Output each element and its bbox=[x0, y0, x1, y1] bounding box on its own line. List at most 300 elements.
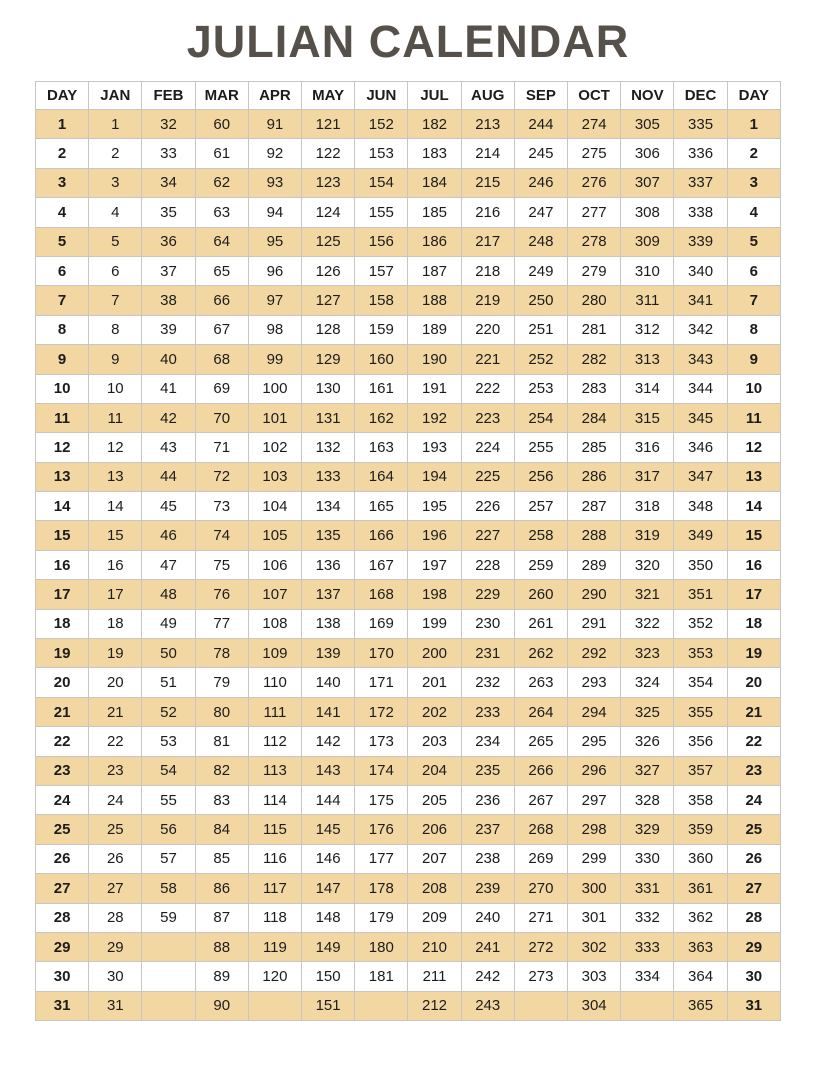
julian-date-cell: 362 bbox=[674, 903, 727, 932]
day-cell: 5 bbox=[36, 227, 89, 256]
julian-date-cell: 296 bbox=[568, 756, 621, 785]
julian-date-cell: 326 bbox=[621, 727, 674, 756]
julian-date-cell: 249 bbox=[514, 256, 567, 285]
julian-date-cell: 57 bbox=[142, 844, 195, 873]
table-row bbox=[36, 815, 781, 844]
julian-date-cell: 142 bbox=[302, 727, 355, 756]
julian-date-cell: 340 bbox=[674, 256, 727, 285]
julian-date-cell: 165 bbox=[355, 492, 408, 521]
column-header-jul: JUL bbox=[408, 82, 461, 110]
julian-date-cell: 173 bbox=[355, 727, 408, 756]
julian-date-cell: 102 bbox=[248, 433, 301, 462]
julian-date-cell: 309 bbox=[621, 227, 674, 256]
julian-date-cell: 55 bbox=[142, 785, 195, 814]
julian-date-cell: 271 bbox=[514, 903, 567, 932]
julian-date-cell: 344 bbox=[674, 374, 727, 403]
table-row bbox=[36, 609, 781, 638]
julian-date-cell: 46 bbox=[142, 521, 195, 550]
julian-date-cell: 36 bbox=[142, 227, 195, 256]
julian-date-cell: 237 bbox=[461, 815, 514, 844]
julian-date-cell: 163 bbox=[355, 433, 408, 462]
day-cell: 25 bbox=[36, 815, 89, 844]
julian-date-cell: 51 bbox=[142, 668, 195, 697]
table-header bbox=[36, 82, 781, 110]
day-cell: 30 bbox=[727, 962, 780, 991]
julian-date-cell: 133 bbox=[302, 462, 355, 491]
julian-date-cell: 323 bbox=[621, 639, 674, 668]
column-header-feb: FEB bbox=[142, 82, 195, 110]
julian-date-cell: 228 bbox=[461, 550, 514, 579]
julian-date-cell: 304 bbox=[568, 991, 621, 1020]
julian-date-cell: 300 bbox=[568, 874, 621, 903]
julian-date-cell: 39 bbox=[142, 315, 195, 344]
julian-date-cell: 197 bbox=[408, 550, 461, 579]
julian-date-cell: 357 bbox=[674, 756, 727, 785]
julian-date-cell: 297 bbox=[568, 785, 621, 814]
julian-date-cell: 145 bbox=[302, 815, 355, 844]
julian-date-cell: 10 bbox=[89, 374, 142, 403]
julian-date-cell: 171 bbox=[355, 668, 408, 697]
julian-date-cell: 27 bbox=[89, 874, 142, 903]
julian-date-cell: 45 bbox=[142, 492, 195, 521]
julian-date-cell: 226 bbox=[461, 492, 514, 521]
table-row bbox=[36, 785, 781, 814]
julian-date-cell: 2 bbox=[89, 139, 142, 168]
julian-date-cell: 155 bbox=[355, 198, 408, 227]
day-cell: 3 bbox=[36, 168, 89, 197]
julian-date-cell bbox=[621, 991, 674, 1020]
julian-date-cell: 306 bbox=[621, 139, 674, 168]
julian-date-cell: 325 bbox=[621, 697, 674, 726]
julian-date-cell: 41 bbox=[142, 374, 195, 403]
julian-date-cell: 161 bbox=[355, 374, 408, 403]
julian-date-cell: 187 bbox=[408, 256, 461, 285]
day-cell: 21 bbox=[727, 697, 780, 726]
julian-date-cell: 287 bbox=[568, 492, 621, 521]
julian-date-cell: 195 bbox=[408, 492, 461, 521]
page-title: JULIAN CALENDAR bbox=[186, 16, 630, 67]
julian-date-cell: 158 bbox=[355, 286, 408, 315]
julian-date-cell: 141 bbox=[302, 697, 355, 726]
day-cell: 12 bbox=[727, 433, 780, 462]
julian-date-cell: 77 bbox=[195, 609, 248, 638]
table-row bbox=[36, 433, 781, 462]
julian-date-cell: 101 bbox=[248, 403, 301, 432]
table-row bbox=[36, 374, 781, 403]
julian-date-cell: 302 bbox=[568, 932, 621, 961]
julian-date-cell: 235 bbox=[461, 756, 514, 785]
julian-date-cell: 90 bbox=[195, 991, 248, 1020]
column-header-mar: MAR bbox=[195, 82, 248, 110]
julian-date-cell: 311 bbox=[621, 286, 674, 315]
julian-date-cell: 206 bbox=[408, 815, 461, 844]
day-cell: 3 bbox=[727, 168, 780, 197]
julian-date-cell: 268 bbox=[514, 815, 567, 844]
day-cell: 4 bbox=[36, 198, 89, 227]
julian-date-cell: 215 bbox=[461, 168, 514, 197]
julian-date-cell: 137 bbox=[302, 580, 355, 609]
table-row bbox=[36, 168, 781, 197]
julian-date-cell: 339 bbox=[674, 227, 727, 256]
julian-date-cell: 109 bbox=[248, 639, 301, 668]
julian-date-cell: 117 bbox=[248, 874, 301, 903]
julian-date-cell: 291 bbox=[568, 609, 621, 638]
julian-date-cell: 248 bbox=[514, 227, 567, 256]
julian-date-cell: 230 bbox=[461, 609, 514, 638]
julian-date-cell: 232 bbox=[461, 668, 514, 697]
julian-date-cell: 21 bbox=[89, 697, 142, 726]
day-cell: 22 bbox=[727, 727, 780, 756]
julian-date-cell: 107 bbox=[248, 580, 301, 609]
julian-date-cell: 64 bbox=[195, 227, 248, 256]
julian-date-cell: 193 bbox=[408, 433, 461, 462]
julian-date-cell: 289 bbox=[568, 550, 621, 579]
julian-date-cell: 167 bbox=[355, 550, 408, 579]
julian-date-cell: 225 bbox=[461, 462, 514, 491]
julian-date-cell: 48 bbox=[142, 580, 195, 609]
julian-date-cell: 29 bbox=[89, 932, 142, 961]
julian-date-cell: 176 bbox=[355, 815, 408, 844]
julian-date-cell: 213 bbox=[461, 110, 514, 139]
julian-date-cell: 190 bbox=[408, 345, 461, 374]
julian-date-cell bbox=[142, 991, 195, 1020]
julian-date-cell: 15 bbox=[89, 521, 142, 550]
day-cell: 18 bbox=[36, 609, 89, 638]
julian-date-cell: 178 bbox=[355, 874, 408, 903]
day-cell: 9 bbox=[727, 345, 780, 374]
table-row bbox=[36, 315, 781, 344]
julian-date-cell: 219 bbox=[461, 286, 514, 315]
julian-date-cell: 20 bbox=[89, 668, 142, 697]
table-row bbox=[36, 580, 781, 609]
julian-date-cell: 185 bbox=[408, 198, 461, 227]
julian-date-cell: 283 bbox=[568, 374, 621, 403]
julian-date-cell: 355 bbox=[674, 697, 727, 726]
julian-date-cell: 170 bbox=[355, 639, 408, 668]
table-row bbox=[36, 462, 781, 491]
julian-calendar-table bbox=[35, 81, 781, 1021]
julian-date-cell: 199 bbox=[408, 609, 461, 638]
day-cell: 31 bbox=[36, 991, 89, 1020]
day-cell: 22 bbox=[36, 727, 89, 756]
julian-date-cell: 35 bbox=[142, 198, 195, 227]
julian-date-cell: 201 bbox=[408, 668, 461, 697]
julian-date-cell: 113 bbox=[248, 756, 301, 785]
julian-date-cell: 214 bbox=[461, 139, 514, 168]
julian-date-cell: 63 bbox=[195, 198, 248, 227]
julian-date-cell: 279 bbox=[568, 256, 621, 285]
day-cell: 14 bbox=[727, 492, 780, 521]
julian-date-cell: 285 bbox=[568, 433, 621, 462]
table-row bbox=[36, 139, 781, 168]
table-row bbox=[36, 521, 781, 550]
julian-date-cell: 241 bbox=[461, 932, 514, 961]
julian-date-cell: 144 bbox=[302, 785, 355, 814]
julian-date-cell: 172 bbox=[355, 697, 408, 726]
julian-date-cell: 182 bbox=[408, 110, 461, 139]
day-cell: 12 bbox=[36, 433, 89, 462]
julian-date-cell: 65 bbox=[195, 256, 248, 285]
julian-date-cell: 115 bbox=[248, 815, 301, 844]
table-body bbox=[36, 110, 781, 1021]
julian-date-cell: 22 bbox=[89, 727, 142, 756]
julian-date-cell: 245 bbox=[514, 139, 567, 168]
julian-date-cell: 272 bbox=[514, 932, 567, 961]
day-cell: 8 bbox=[727, 315, 780, 344]
julian-date-cell: 203 bbox=[408, 727, 461, 756]
julian-date-cell: 129 bbox=[302, 345, 355, 374]
column-header-day: DAY bbox=[36, 82, 89, 110]
julian-date-cell: 43 bbox=[142, 433, 195, 462]
julian-date-cell: 303 bbox=[568, 962, 621, 991]
day-cell: 20 bbox=[727, 668, 780, 697]
julian-date-cell: 11 bbox=[89, 403, 142, 432]
julian-date-cell: 278 bbox=[568, 227, 621, 256]
column-header-sep: SEP bbox=[514, 82, 567, 110]
julian-date-cell: 343 bbox=[674, 345, 727, 374]
column-header-jan: JAN bbox=[89, 82, 142, 110]
julian-date-cell: 80 bbox=[195, 697, 248, 726]
julian-date-cell: 28 bbox=[89, 903, 142, 932]
day-cell: 2 bbox=[36, 139, 89, 168]
julian-date-cell: 256 bbox=[514, 462, 567, 491]
julian-date-cell: 364 bbox=[674, 962, 727, 991]
julian-date-cell: 92 bbox=[248, 139, 301, 168]
julian-date-cell: 97 bbox=[248, 286, 301, 315]
julian-date-cell: 166 bbox=[355, 521, 408, 550]
julian-date-cell: 34 bbox=[142, 168, 195, 197]
julian-date-cell: 212 bbox=[408, 991, 461, 1020]
julian-date-cell: 183 bbox=[408, 139, 461, 168]
table-row bbox=[36, 639, 781, 668]
day-cell: 6 bbox=[727, 256, 780, 285]
julian-date-cell: 257 bbox=[514, 492, 567, 521]
julian-date-cell: 17 bbox=[89, 580, 142, 609]
day-cell: 14 bbox=[36, 492, 89, 521]
day-cell: 10 bbox=[36, 374, 89, 403]
julian-date-cell: 9 bbox=[89, 345, 142, 374]
julian-date-cell: 336 bbox=[674, 139, 727, 168]
julian-date-cell: 136 bbox=[302, 550, 355, 579]
table-row bbox=[36, 903, 781, 932]
day-cell: 11 bbox=[727, 403, 780, 432]
day-cell: 5 bbox=[727, 227, 780, 256]
day-cell: 28 bbox=[36, 903, 89, 932]
day-cell: 7 bbox=[36, 286, 89, 315]
julian-date-cell: 52 bbox=[142, 697, 195, 726]
julian-date-cell: 83 bbox=[195, 785, 248, 814]
julian-date-cell: 192 bbox=[408, 403, 461, 432]
julian-date-cell: 96 bbox=[248, 256, 301, 285]
julian-date-cell: 174 bbox=[355, 756, 408, 785]
julian-date-cell: 152 bbox=[355, 110, 408, 139]
julian-date-cell: 124 bbox=[302, 198, 355, 227]
julian-date-cell: 67 bbox=[195, 315, 248, 344]
julian-date-cell: 250 bbox=[514, 286, 567, 315]
julian-date-cell: 106 bbox=[248, 550, 301, 579]
table-row bbox=[36, 492, 781, 521]
table-row bbox=[36, 345, 781, 374]
julian-date-cell: 238 bbox=[461, 844, 514, 873]
julian-date-cell: 358 bbox=[674, 785, 727, 814]
julian-date-cell: 227 bbox=[461, 521, 514, 550]
julian-date-cell: 123 bbox=[302, 168, 355, 197]
julian-date-cell: 108 bbox=[248, 609, 301, 638]
julian-date-cell: 229 bbox=[461, 580, 514, 609]
julian-date-cell: 12 bbox=[89, 433, 142, 462]
julian-date-cell bbox=[355, 991, 408, 1020]
column-header-aug: AUG bbox=[461, 82, 514, 110]
julian-date-cell: 119 bbox=[248, 932, 301, 961]
day-cell: 26 bbox=[36, 844, 89, 873]
day-cell: 23 bbox=[727, 756, 780, 785]
julian-date-cell: 292 bbox=[568, 639, 621, 668]
julian-date-cell: 334 bbox=[621, 962, 674, 991]
julian-date-cell: 14 bbox=[89, 492, 142, 521]
julian-date-cell: 81 bbox=[195, 727, 248, 756]
julian-date-cell: 239 bbox=[461, 874, 514, 903]
julian-date-cell: 299 bbox=[568, 844, 621, 873]
julian-date-cell: 269 bbox=[514, 844, 567, 873]
julian-date-cell: 84 bbox=[195, 815, 248, 844]
julian-date-cell: 331 bbox=[621, 874, 674, 903]
julian-date-cell: 346 bbox=[674, 433, 727, 462]
julian-date-cell: 71 bbox=[195, 433, 248, 462]
table-row bbox=[36, 932, 781, 961]
julian-date-cell: 180 bbox=[355, 932, 408, 961]
julian-date-cell: 150 bbox=[302, 962, 355, 991]
day-cell: 31 bbox=[727, 991, 780, 1020]
julian-date-cell: 341 bbox=[674, 286, 727, 315]
julian-date-cell: 263 bbox=[514, 668, 567, 697]
julian-date-cell: 342 bbox=[674, 315, 727, 344]
julian-date-cell: 134 bbox=[302, 492, 355, 521]
julian-date-cell: 131 bbox=[302, 403, 355, 432]
column-header-dec: DEC bbox=[674, 82, 727, 110]
julian-date-cell: 328 bbox=[621, 785, 674, 814]
julian-date-cell: 348 bbox=[674, 492, 727, 521]
julian-date-cell: 210 bbox=[408, 932, 461, 961]
julian-date-cell: 347 bbox=[674, 462, 727, 491]
day-cell: 23 bbox=[36, 756, 89, 785]
julian-date-cell: 79 bbox=[195, 668, 248, 697]
julian-date-cell: 5 bbox=[89, 227, 142, 256]
julian-date-cell: 87 bbox=[195, 903, 248, 932]
julian-date-cell: 62 bbox=[195, 168, 248, 197]
julian-date-cell: 353 bbox=[674, 639, 727, 668]
julian-date-cell: 61 bbox=[195, 139, 248, 168]
julian-date-cell: 148 bbox=[302, 903, 355, 932]
julian-date-cell: 196 bbox=[408, 521, 461, 550]
julian-date-cell: 332 bbox=[621, 903, 674, 932]
julian-date-cell: 207 bbox=[408, 844, 461, 873]
julian-date-cell: 202 bbox=[408, 697, 461, 726]
julian-date-cell: 288 bbox=[568, 521, 621, 550]
julian-date-cell: 38 bbox=[142, 286, 195, 315]
julian-date-cell: 114 bbox=[248, 785, 301, 814]
julian-date-cell: 25 bbox=[89, 815, 142, 844]
julian-date-cell: 4 bbox=[89, 198, 142, 227]
julian-date-cell: 236 bbox=[461, 785, 514, 814]
julian-date-cell: 105 bbox=[248, 521, 301, 550]
julian-date-cell: 315 bbox=[621, 403, 674, 432]
julian-date-cell: 361 bbox=[674, 874, 727, 903]
julian-date-cell: 164 bbox=[355, 462, 408, 491]
julian-date-cell: 89 bbox=[195, 962, 248, 991]
julian-date-cell: 111 bbox=[248, 697, 301, 726]
julian-date-cell: 282 bbox=[568, 345, 621, 374]
day-cell: 15 bbox=[727, 521, 780, 550]
column-header-apr: APR bbox=[248, 82, 301, 110]
day-cell: 1 bbox=[727, 110, 780, 139]
day-cell: 24 bbox=[36, 785, 89, 814]
julian-date-cell: 363 bbox=[674, 932, 727, 961]
table-row bbox=[36, 403, 781, 432]
julian-date-cell: 72 bbox=[195, 462, 248, 491]
julian-date-cell: 175 bbox=[355, 785, 408, 814]
column-header-may: MAY bbox=[302, 82, 355, 110]
julian-date-cell: 274 bbox=[568, 110, 621, 139]
julian-date-cell: 350 bbox=[674, 550, 727, 579]
julian-date-cell: 169 bbox=[355, 609, 408, 638]
julian-date-cell: 68 bbox=[195, 345, 248, 374]
julian-date-cell: 314 bbox=[621, 374, 674, 403]
julian-date-cell: 146 bbox=[302, 844, 355, 873]
julian-date-cell bbox=[142, 932, 195, 961]
julian-date-cell: 351 bbox=[674, 580, 727, 609]
julian-date-cell: 205 bbox=[408, 785, 461, 814]
julian-date-cell: 160 bbox=[355, 345, 408, 374]
julian-date-cell: 26 bbox=[89, 844, 142, 873]
julian-date-cell: 246 bbox=[514, 168, 567, 197]
julian-date-cell: 333 bbox=[621, 932, 674, 961]
julian-date-cell: 255 bbox=[514, 433, 567, 462]
day-cell: 18 bbox=[727, 609, 780, 638]
julian-date-cell: 85 bbox=[195, 844, 248, 873]
day-cell: 27 bbox=[36, 874, 89, 903]
julian-date-cell: 209 bbox=[408, 903, 461, 932]
julian-date-cell: 301 bbox=[568, 903, 621, 932]
julian-date-cell: 95 bbox=[248, 227, 301, 256]
julian-date-cell: 204 bbox=[408, 756, 461, 785]
day-cell: 30 bbox=[36, 962, 89, 991]
julian-date-cell: 338 bbox=[674, 198, 727, 227]
day-cell: 17 bbox=[36, 580, 89, 609]
table-row bbox=[36, 668, 781, 697]
day-cell: 2 bbox=[727, 139, 780, 168]
day-cell: 4 bbox=[727, 198, 780, 227]
julian-date-cell: 153 bbox=[355, 139, 408, 168]
day-cell: 15 bbox=[36, 521, 89, 550]
day-cell: 19 bbox=[36, 639, 89, 668]
julian-date-cell: 8 bbox=[89, 315, 142, 344]
julian-date-cell bbox=[248, 991, 301, 1020]
julian-date-cell: 231 bbox=[461, 639, 514, 668]
julian-date-cell: 179 bbox=[355, 903, 408, 932]
day-cell: 6 bbox=[36, 256, 89, 285]
julian-date-cell: 365 bbox=[674, 991, 727, 1020]
table-row bbox=[36, 727, 781, 756]
julian-date-cell: 30 bbox=[89, 962, 142, 991]
julian-date-cell: 258 bbox=[514, 521, 567, 550]
day-cell: 29 bbox=[727, 932, 780, 961]
julian-date-cell: 56 bbox=[142, 815, 195, 844]
julian-date-cell: 49 bbox=[142, 609, 195, 638]
julian-date-cell: 159 bbox=[355, 315, 408, 344]
day-cell: 13 bbox=[727, 462, 780, 491]
table-row bbox=[36, 256, 781, 285]
header-row bbox=[36, 82, 781, 110]
